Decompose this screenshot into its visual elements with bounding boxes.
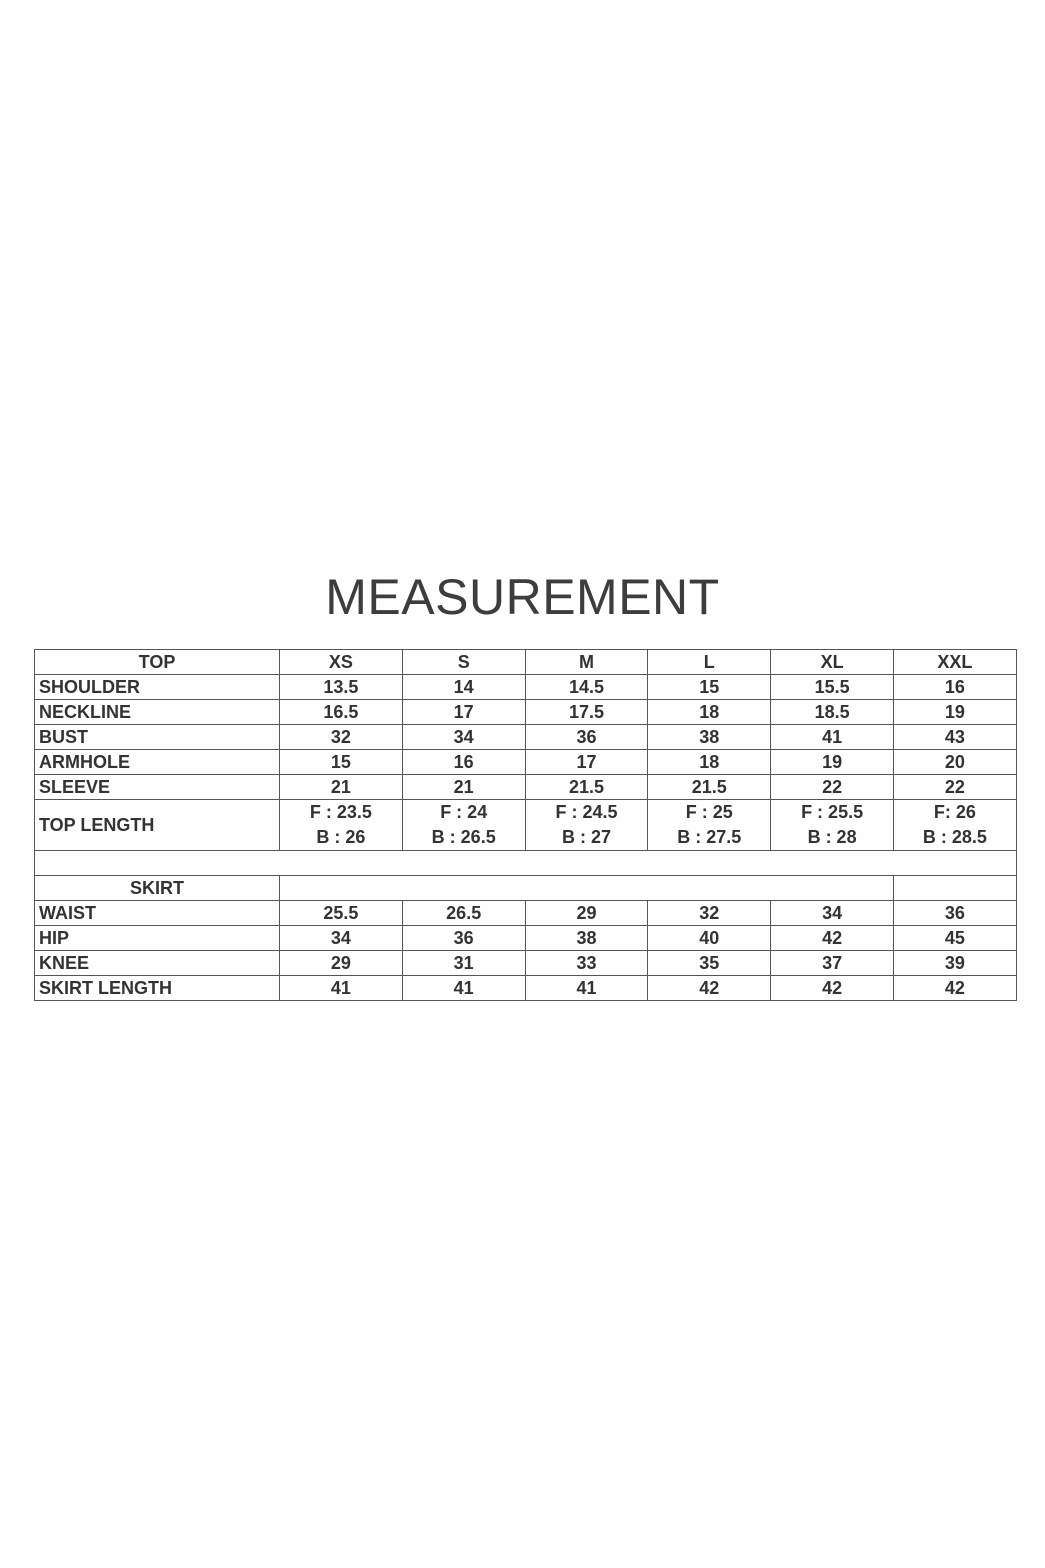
table-cell — [280, 800, 403, 851]
table-cell: 29 — [280, 951, 403, 976]
back-length-value: B : 26.5 — [431, 827, 496, 847]
skirt-header-row — [35, 876, 1017, 901]
skirt-section-header: SKIRT — [35, 876, 280, 901]
front-length-value: F : 24.5 — [555, 802, 618, 822]
table-cell: 17 — [402, 700, 525, 725]
table-cell: 33 — [525, 951, 648, 976]
table-cell: 21 — [280, 775, 403, 800]
size-header-xs: XS — [280, 650, 403, 675]
table-cell — [893, 800, 1016, 851]
back-length-value: B : 26 — [316, 827, 366, 847]
table-cell: 36 — [893, 901, 1016, 926]
table-row — [35, 926, 1017, 951]
table-cell: 22 — [893, 775, 1016, 800]
table-cell: 15.5 — [771, 675, 894, 700]
table-cell — [648, 800, 771, 851]
table-cell: 16 — [402, 750, 525, 775]
table-cell: 45 — [893, 926, 1016, 951]
front-length-value: F: 26 — [933, 802, 976, 822]
table-row — [35, 750, 1017, 775]
table-row — [35, 675, 1017, 700]
table-cell: 15 — [280, 750, 403, 775]
size-header-l: L — [648, 650, 771, 675]
page-title: MEASUREMENT — [325, 569, 720, 625]
row-label-shoulder: SHOULDER — [35, 675, 280, 700]
table-cell: 13.5 — [280, 675, 403, 700]
front-length-value: F : 24 — [440, 802, 488, 822]
table-cell: 39 — [893, 951, 1016, 976]
table-row — [35, 700, 1017, 725]
table-cell: 36 — [525, 725, 648, 750]
size-header-xxl: XXL — [893, 650, 1016, 675]
table-cell: 25.5 — [280, 901, 403, 926]
table-cell: 18 — [648, 750, 771, 775]
table-row — [35, 800, 1017, 851]
table-cell: 41 — [402, 976, 525, 1001]
table-cell: 26.5 — [402, 901, 525, 926]
table-row — [35, 775, 1017, 800]
table-cell: 21.5 — [525, 775, 648, 800]
table-cell — [402, 800, 525, 851]
table-cell: 41 — [280, 976, 403, 1001]
empty-cell — [280, 876, 894, 901]
table-cell: 37 — [771, 951, 894, 976]
size-header-m: M — [525, 650, 648, 675]
table-cell: 40 — [648, 926, 771, 951]
table-cell: 18 — [648, 700, 771, 725]
row-label-skirt-length: SKIRT LENGTH — [35, 976, 280, 1001]
table-cell: 41 — [525, 976, 648, 1001]
table-cell — [525, 800, 648, 851]
table-cell: 16.5 — [280, 700, 403, 725]
table-cell: 29 — [525, 901, 648, 926]
spacer-cell — [35, 851, 1017, 876]
table-cell: 22 — [771, 775, 894, 800]
table-cell — [771, 800, 894, 851]
table-row — [35, 976, 1017, 1001]
table-cell: 34 — [280, 926, 403, 951]
table-cell: 15 — [648, 675, 771, 700]
table-cell: 17.5 — [525, 700, 648, 725]
row-label-sleeve: SLEEVE — [35, 775, 280, 800]
table-cell: 21 — [402, 775, 525, 800]
table-row — [35, 725, 1017, 750]
table-cell: 19 — [893, 700, 1016, 725]
table-cell: 20 — [893, 750, 1016, 775]
table-cell: 17 — [525, 750, 648, 775]
back-length-value: B : 28.5 — [922, 827, 987, 847]
row-label-bust: BUST — [35, 725, 280, 750]
table-cell: 35 — [648, 951, 771, 976]
back-length-value: B : 27 — [561, 827, 611, 847]
back-length-value: B : 28 — [807, 827, 857, 847]
table-cell: 31 — [402, 951, 525, 976]
row-label-neckline: NECKLINE — [35, 700, 280, 725]
table-cell: 36 — [402, 926, 525, 951]
table-cell: 16 — [893, 675, 1016, 700]
table-cell: 42 — [771, 976, 894, 1001]
size-header-s: S — [402, 650, 525, 675]
table-row — [35, 901, 1017, 926]
row-label-armhole: ARMHOLE — [35, 750, 280, 775]
size-header-xl: XL — [771, 650, 894, 675]
row-label-hip: HIP — [35, 926, 280, 951]
table-cell: 34 — [402, 725, 525, 750]
table-cell: 32 — [280, 725, 403, 750]
table-cell: 14 — [402, 675, 525, 700]
table-cell: 43 — [893, 725, 1016, 750]
table-cell: 38 — [525, 926, 648, 951]
row-label-waist: WAIST — [35, 901, 280, 926]
table-header-row — [35, 650, 1017, 675]
empty-cell — [893, 876, 1016, 901]
table-cell: 38 — [648, 725, 771, 750]
table-cell: 34 — [771, 901, 894, 926]
table-cell: 42 — [893, 976, 1016, 1001]
table-row — [35, 951, 1017, 976]
back-length-value: B : 27.5 — [677, 827, 742, 847]
top-section-header: TOP — [35, 650, 280, 675]
front-length-value: F : 25 — [685, 802, 733, 822]
table-cell: 32 — [648, 901, 771, 926]
table-cell: 14.5 — [525, 675, 648, 700]
row-label-knee: KNEE — [35, 951, 280, 976]
row-label-top-length: TOP LENGTH — [35, 800, 280, 851]
table-cell: 42 — [771, 926, 894, 951]
measurement-table — [34, 649, 1017, 1001]
front-length-value: F : 23.5 — [309, 802, 372, 822]
table-cell: 19 — [771, 750, 894, 775]
spacer-row — [35, 851, 1017, 876]
table-cell: 41 — [771, 725, 894, 750]
table-cell: 42 — [648, 976, 771, 1001]
table-cell: 21.5 — [648, 775, 771, 800]
front-length-value: F : 25.5 — [801, 802, 864, 822]
table-cell: 18.5 — [771, 700, 894, 725]
